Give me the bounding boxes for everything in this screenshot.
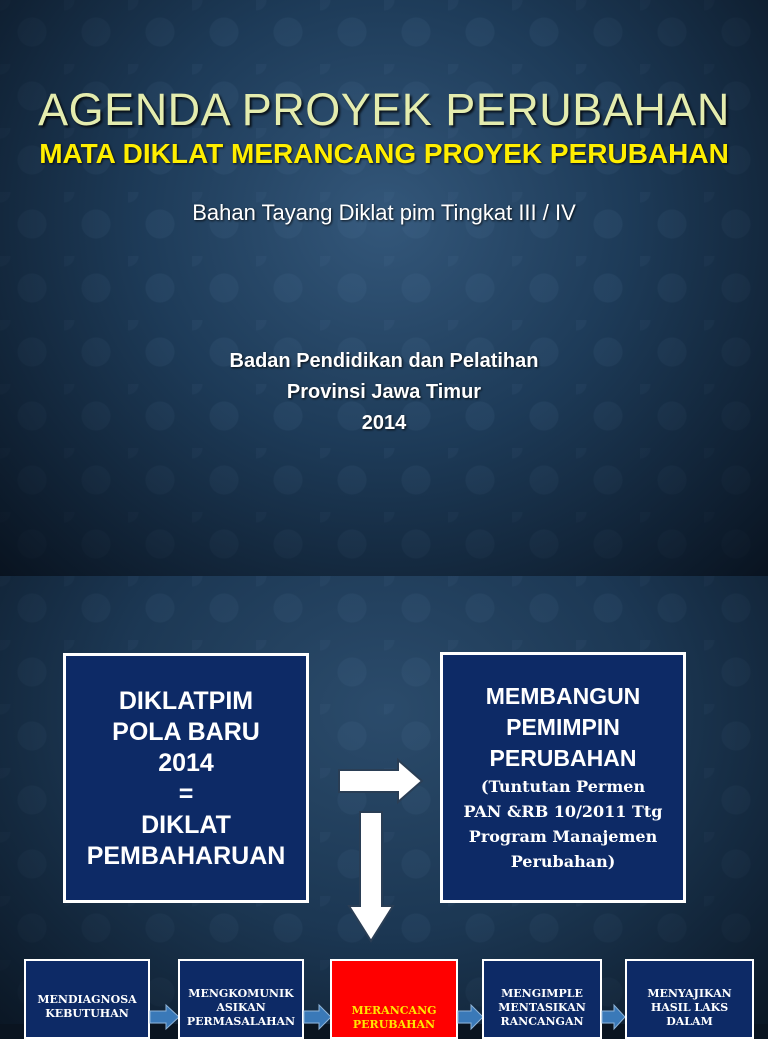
step-merancang-active [330,959,458,1039]
step-line: DALAM [666,1015,713,1028]
step-arrow-icon [150,1004,180,1030]
step-line: HASIL LAKS [650,1001,729,1014]
step-arrow-icon [602,1004,626,1030]
slide-title: AGENDA PROYEK PERUBAHAN [38,84,730,135]
step-line: ASIKAN [216,1001,266,1014]
box-line: = [178,780,194,808]
box-heading-line: PEMIMPIN [506,714,620,740]
step-arrow-icon [458,1004,484,1030]
box-line: POLA BARU [112,718,260,746]
step-mengimplementasikan [482,959,602,1039]
down-arrow-icon [346,810,396,944]
step-mengkomunikasikan [178,959,304,1039]
step-arrow-icon [304,1004,332,1030]
step-line: MERANCANG [351,1004,437,1017]
step-line: MENGKOMUNIK [188,987,294,1000]
slide-subtitle: MATA DIKLAT MERANCANG PROYEK PERUBAHAN [39,138,729,169]
box-line: 2014 [158,749,214,777]
box-line: DIKLAT [141,811,231,839]
step-line: PERMASALAHAN [186,1015,296,1028]
step-line: RANCANGAN [500,1015,584,1028]
org-line-province: Provinsi Jawa Timur [286,381,482,403]
right-arrow-icon [336,757,426,805]
step-line: MENGIMPLE [501,987,583,1000]
org-line-agency: Badan Pendidikan dan Pelatihan [229,350,539,372]
organization-block [0,346,768,439]
box-note-line: PAN &RB 10/2011 Ttg [463,802,663,821]
step-menyajikan [625,959,754,1039]
box-heading-line: MEMBANGUN [485,683,641,709]
box-heading-line: PERUBAHAN [489,745,637,771]
slide-tagline: Bahan Tayang Diklat pim Tingkat III / IV [192,200,576,225]
step-line: MENDIAGNOSA [37,993,137,1006]
diklatpim-box [63,653,309,903]
step-line: KEBUTUHAN [45,1007,129,1020]
org-line-year: 2014 [361,412,407,434]
box-note-line: Program Manajemen [468,827,658,846]
box-note-line: (Tuntutan Permen [480,777,646,796]
step-line: MENTASIKAN [498,1001,586,1014]
box-line: PEMBAHARUAN [86,842,286,870]
box-note-line: Perubahan) [510,852,616,871]
step-line: PERUBAHAN [352,1018,436,1031]
step-mendiagnosa [24,959,150,1039]
box-line: DIKLATPIM [118,687,254,715]
step-line: MENYAJIKAN [647,987,732,1000]
membangun-box [440,652,686,903]
